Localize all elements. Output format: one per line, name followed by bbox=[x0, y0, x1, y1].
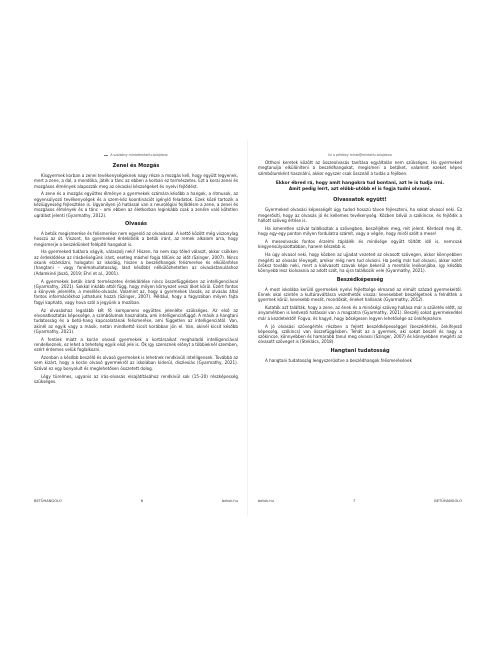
paragraph: Azonban a később beszélő és olvasó gyermekek is lehetnek rendkívüli intelligensek. Továbbá az sem kizárt, hogy a korán olvasó gyermekről az iskolában kiderül, diszlexiás (Gyarmathy, 2021). Szóval ez egy bonyolult és meglehetősen összetett dolog. bbox=[34, 355, 238, 371]
paragraph: A gyermekek betűk iránti természetes érdeklődése nincs összefüggésben az intelligenciával (Gyarmathy, 2021). Sokkal inkább attól függ, hogy milyen környezet veszi őket körül. Ezért fontos a könyvek jelenléte, a mesélés-olvasás. Valamint az, hogy a gyermekek lássák, az olvasás által fontos információkhoz juthatunk hozzá (Szinger, 2007). Például, hogy a fagyizóban milyen fajta fagyi kapható, vagy hova szól a jegyünk a moziban. bbox=[34, 278, 238, 305]
paragraph: Kutatók azt találták, hogy a zene, az ének és a minőségi szöveg hallása már a születés előtt, az anyaméhben is kedvező hatással van a magzatra (Gyarmathy, 2021). Beszélj sokat gyermekeddel már a kezdetektől! Fogva, és hagyd, hogy bőségesen legyen lehetősége az önkifejezésre. bbox=[258, 305, 462, 321]
highlight-line: Amit pedig leírt, azt előbb-utóbb el is fogja tudni olvasni. bbox=[288, 186, 432, 192]
subheading-hangtani: Hangtani tudatosság bbox=[330, 347, 390, 354]
highlight-quote bbox=[258, 181, 462, 193]
section-title: Zenei és Mozgás bbox=[112, 163, 160, 169]
paragraph: Ha ismeretlen szóval találkoztok a szövegben, beszéljétek meg, mit jelent. Kérdezd meg őt, hogy egy-egy ponton milyen fordulatra számít, vagy a végén, hogy miről szólt a mese! bbox=[258, 225, 462, 237]
highlight-line: Ekkor ébred rá, hogy amit hangokra tud bontani, azt le is tudja írni. bbox=[275, 180, 445, 186]
paragraph: Az olvasáshoz legalább két fő komponens együttes jelenléte szükséges. Az első az elvonatkoztatás képessége, a szimbólumok használata, ami intelligenciafüggő. A másik a hangtani tudatosság és a betű-hang kapcsolatának felismerése, ami független az intelligenciától. Van, akinél az egyik vagy a másik, netán mindkettő kicsit korábban jön el. Van, akinél kicsit később (Gyarmathy, 2021). bbox=[34, 307, 238, 334]
running-head-mark bbox=[104, 155, 108, 156]
page-number: 6 bbox=[140, 499, 144, 504]
paragraph: Ha úgy olvasol neki, hogy közben az ujjadat vezeted az olvasott szövegen, akkor könnyebben megérti az olvasás lényegét, amikor még nem tud olvasni. Ha pedig már tud olvasni, akkor ezért öröksz tovább neki, mert a kiolvasott szavak képe bekerül a mentális lexikonjába, így később könnyebb lesz kiolvasnia az adott szót, ha újra találkozik vele (Gyarmathy, 2021). bbox=[258, 252, 462, 274]
paragraph: Gyermeked olvasási képességét úgy tudod hosszú távon fejleszteni, ha sokat olvasol neki. Ez megerősíti, hogy az olvasás jó és kellemes tevékenység. Közben bővül a szókincse, és fejlődik a hallott szöveg értése is. bbox=[258, 207, 462, 224]
paragraph: A zene és a mozgás együttes élménye a gyermekek számára később a hangok, a ritmusok, az egyensúlyozó tevékenységek és a szem-kéz koordinációt igénylő feladatok. Ezek közé tartozik a kéziügyesség fejlesztése is. Ugyanilyen jó hatással van a neurológiai fejlődésre a zene, a zenei és mozgásos élmények és a tánc – ami ebben az életkorban leginkább csak a zenére való kötetlen ugrálást jelenti (Gyarmathy, 2012). bbox=[34, 191, 238, 218]
left-page bbox=[34, 150, 238, 506]
paragraph: A fentiek miatt a korán olvasó gyermekek a kortársaikat meghaladó intelligenciával rendelkeznek, ez lehet a tehetség egyik első jele is. Ők így szereznek előnyt a többieknél szemben, ezért érdemes velük foglalkozni. bbox=[34, 336, 238, 353]
paragraph: A most iskolába kerülő gyermekek nyelvi fejlettsége elmarad az elmúlt század gyermekeitől. Ennek okai szintén a kultúraváltásra vezethetők vissza: kevesebbet beszélgetnek a felnőttek a gyermek körül, kevesebb mesét, mondókát, éneket hallanak (Gyarmathy, 2012). bbox=[258, 286, 462, 303]
paragraph: A meseolvasás fontos érzelmi táplálék és minősége együtt töltött idő is, nemcsak kiegyensúlyozottabban, hanem készebb is. bbox=[258, 239, 462, 250]
page-number: 7 bbox=[352, 499, 356, 504]
subheading-olvassatok: Olvassatok együtt! bbox=[333, 197, 387, 204]
footer-brand: BETŰHANGOLÓ bbox=[34, 499, 62, 504]
footer-site: betuk.hu bbox=[258, 499, 274, 504]
running-head-left: A szalábny mintafemtatfu-tolajdona bbox=[34, 150, 238, 160]
paragraph: Kisgyermek korban a zenei tevékenységeknek nagy része a mozgás kell, hogy együtt legyenek, mert a zene, a dal, a mondóka, játék a tánc az ebben a korban ez természetes. Ezt a korai zenei és mozgásos élmények alapozzák meg az olvasási készségeket és nyelvi fejlődést. bbox=[34, 173, 238, 189]
page-gutter bbox=[247, 140, 248, 516]
paragraph: Otthoni keretek között az összeolvasás tanítása egyáltalán nem szükséges. Ha gyermeked megtanulja elkülöníteni a beszédhangokat, megismeri a betűket, valamint ezeket képes szimbólumként használni, akkor egyszer csak összeáll a tudás a fejében. bbox=[258, 160, 462, 176]
right-page bbox=[258, 150, 462, 506]
paragraph: A betűk megismerése és felismerése nem egyenlő az olvasással. A kettő között még viszonylag hosszú az út. Viszont, ha gyermeked érdeklődik a betűk iránt, az remek alkalom arra, hogy megismerje a beszédünket felépítő hangokat is. bbox=[34, 230, 238, 247]
paragraph: Ha gyermeked tudásra vágyik, válaszolj neki! Hiszen, ha nem kap tőled választ, akkor csökken az érdeklődése az írásbeliségünk iránt, esetleg máshol fogja tőlünk az időt (Szinger, 2007). Nincs okunk elzárkózni, halogatni az iskoláig, hiszen a beszédhangok felismerése és elkülönítése (hangtani – vagy fonémahudatosság, lásd később) nélkülözhetetlen az olvasástanuláshoz (Adamkiné Jászó, 2019; Ehri et al., 2001). bbox=[34, 249, 238, 276]
footer-right bbox=[258, 498, 462, 506]
subheading-beszedkepesseg: Beszédképesség bbox=[336, 276, 384, 283]
paragraph: A jó olvasási szövegértés részben a fejlett beszédképességgel (beszédértés, önkifejező képesség, szókincs) van összefüggésben. Tehát az a gyermek, aki sokat beszél és nagy a szókincse, könnyebben és hamarabb tanul meg olvasni (Szinger, 2007) és könnyebben megérti az olvasott szöveget is (Steklács, 2018). bbox=[258, 323, 462, 345]
subheading-olvasas: Olvasás bbox=[125, 220, 147, 227]
paragraph: Légy türelmes, ugyanis az írás-olvasás elsajátításához rendkívül sok (15–20) részképesség szükséges. bbox=[34, 373, 238, 384]
running-head-right: Ez a példány minta@mintatfu-tolajdona bbox=[328, 153, 392, 157]
footer-brand: BETŰHANGOLÓ bbox=[434, 499, 462, 504]
paragraph: A hangtani tudatosság leegyszerűsítve a beszédhangok felismerésének bbox=[265, 357, 412, 363]
footer-site: betuk.hu bbox=[222, 499, 238, 504]
footer-left bbox=[34, 498, 238, 506]
